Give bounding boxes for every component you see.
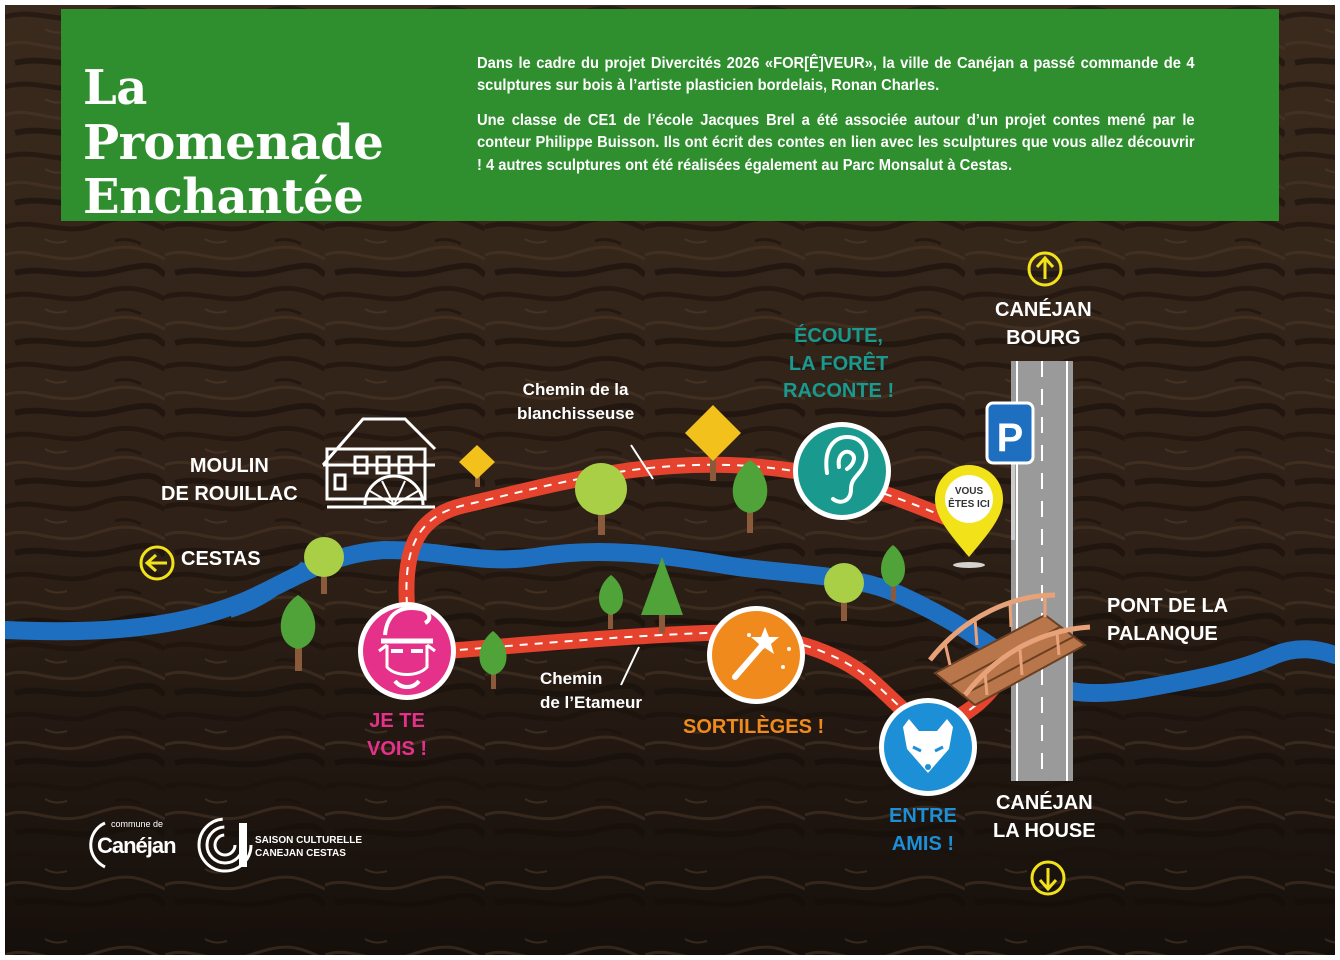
label-cestas: CESTAS	[181, 548, 261, 570]
label-moulin	[161, 453, 298, 508]
label-chemin-etameur	[540, 667, 642, 715]
label-ecoute-line-3: RACONTE !	[783, 380, 895, 403]
label-chemin-blanchisseuse	[517, 378, 634, 426]
you-are-here-line-1: VOUS	[954, 486, 984, 497]
tree-icon	[599, 575, 623, 629]
logo-saison-culturelle	[195, 813, 365, 877]
you-are-here-marker	[935, 465, 1003, 568]
label-canejan-house-line-1: CANÉJAN	[995, 792, 1093, 814]
title-line-1: La Promenade	[83, 60, 384, 171]
label-pont-line-2: PALANQUE	[1107, 622, 1218, 645]
tree-icon	[575, 463, 627, 535]
tree-icon	[281, 595, 316, 671]
tree-icon	[459, 445, 495, 487]
title-line-2: Enchantée	[83, 169, 364, 226]
mill-icon	[323, 419, 435, 507]
logo-saison-line-1: SAISON CULTURELLE	[255, 835, 363, 846]
logo-canejan-name: Canéjan	[97, 833, 176, 858]
station-entre-amis[interactable]	[879, 698, 977, 796]
arrow-down-icon	[1032, 862, 1064, 894]
label-ecoute-line-1: ÉCOUTE,	[794, 325, 883, 347]
label-canejan-bourg-line-1: CANÉJAN	[995, 299, 1092, 321]
station-sortileges[interactable]	[707, 606, 805, 704]
label-pont-palanque	[1107, 593, 1228, 648]
label-entre-amis-line-2: AMIS !	[891, 832, 954, 855]
arrow-up-icon	[1029, 253, 1061, 285]
label-blanchisseuse-line-1: Chemin de la	[522, 380, 629, 399]
label-etameur-line-1: Chemin	[540, 669, 603, 688]
label-canejan-house	[993, 790, 1096, 845]
label-station-entre-amis	[889, 803, 957, 858]
label-sortileges-line-1: SORTILÈGES !	[683, 716, 825, 738]
label-station-je-te-vois	[367, 708, 427, 763]
label-ecoute-line-2: LA FORÊT	[788, 352, 889, 375]
tree-icon	[304, 537, 344, 594]
label-je-te-vois-line-1: JE TE	[369, 710, 425, 732]
label-canejan-bourg	[995, 297, 1092, 352]
tree-icon	[641, 557, 683, 633]
intro-paragraph-2: Une classe de CE1 de l’école Jacques Brel a été associée autour d’un projet contes mené par le conteur Philippe Buisson. Ils ont écrit des contes en lien avec les sculptures que vous allez découvrir ! 4 autres sculptures ont été réalisées également au Parc Monsalut à Cestas.	[477, 111, 1195, 174]
label-station-sortileges	[683, 714, 824, 742]
tree-icon	[824, 563, 864, 621]
label-station-ecoute	[783, 323, 894, 406]
logo-saison-line-2: CANEJAN CESTAS	[255, 847, 346, 859]
logo-canejan	[79, 813, 176, 877]
label-moulin-line-1: MOULIN	[189, 455, 269, 477]
logo-saison-text	[255, 835, 362, 860]
poster	[5, 5, 1335, 955]
label-je-te-vois-line-2: VOIS !	[367, 737, 428, 760]
label-blanchisseuse-line-2: blanchisseuse	[517, 403, 635, 423]
station-ecoute[interactable]	[793, 422, 891, 520]
label-canejan-bourg-line-2: BOURG	[1006, 326, 1081, 349]
you-are-here-line-2: ÊTES ICI	[948, 499, 990, 510]
label-pont-line-1: PONT DE LA	[1107, 595, 1229, 617]
intro-paragraph-1: Dans le cadre du projet Divercités 2026 «FOR[Ê]VEUR», la ville de Canéjan a passé commande de 4 sculptures sur bois à l’artiste plasticien bordelais, Ronan Charles.	[477, 55, 1195, 95]
label-moulin-line-2: DE ROUILLAC	[161, 482, 298, 505]
arrow-left-icon	[141, 547, 173, 579]
svg-text:P: P	[996, 416, 1024, 460]
label-entre-amis-line-1: ENTRE	[889, 805, 957, 827]
label-canejan-house-line-2: LA HOUSE	[993, 819, 1096, 842]
label-etameur-line-2: de l’Etameur	[540, 692, 643, 712]
logo-canejan-small: commune de	[111, 819, 164, 829]
station-je-te-vois[interactable]	[358, 602, 456, 700]
